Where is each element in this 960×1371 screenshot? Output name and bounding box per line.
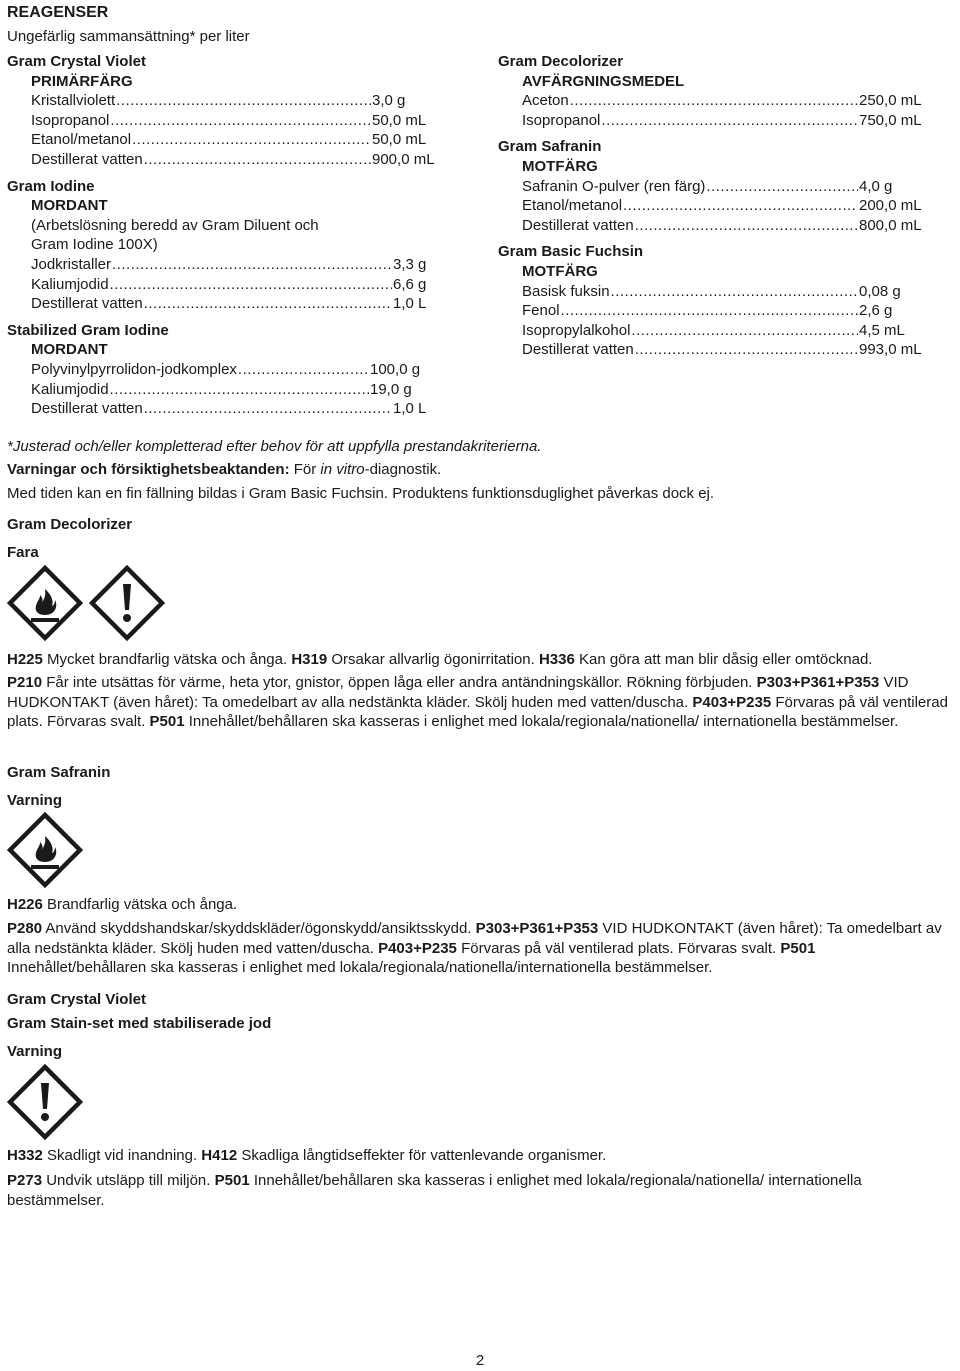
ingredient-row [522, 282, 930, 302]
reagent-type: PRIMÄRFÄRG [31, 72, 133, 90]
dot-leader [635, 340, 858, 360]
p-code: P501 [214, 1172, 250, 1189]
ingredient-name: Basisk fuksin [522, 282, 610, 300]
page-number: 2 [475, 1352, 485, 1369]
ingredient-name: Etanol/metanol [31, 131, 132, 149]
dot-leader [132, 130, 371, 150]
signal-word: Varning [7, 1043, 63, 1060]
p-code: P280 [7, 920, 43, 937]
dot-leader [611, 282, 858, 302]
footnote: *Justerad och/eller kompletterad efter behov för att uppfylla prestandakriterierna. [7, 438, 542, 455]
dot-leader [144, 399, 392, 419]
p-code: P210 [7, 674, 43, 691]
hazard-statements [7, 1146, 955, 1166]
dot-leader [144, 150, 371, 170]
p-text: VID HUDKONTAKT (även håret): Ta omedelbart av alla nedstänkta kläder. Skölj huden med vatten/duscha. [7, 920, 942, 957]
ingredient-name: Isopropanol [522, 111, 601, 129]
precautionary-statements [7, 919, 955, 978]
warnings-italic: in vitro [320, 461, 365, 478]
h-code: H412 [201, 1147, 238, 1164]
ingredient-row [522, 111, 930, 131]
ingredient-amount: 2,6 g [859, 302, 893, 320]
hazard-statements [7, 895, 955, 915]
reagent-column-left [7, 52, 435, 419]
dot-leader [706, 177, 858, 197]
ingredient-row [31, 294, 427, 314]
ingredient-row [522, 340, 930, 360]
h-text: Skadliga långtidseffekter för vattenlevande organismer. [237, 1147, 607, 1164]
signal-word: Fara [7, 544, 39, 561]
p-text: Innehållet/behållaren ska kasseras i enlighet med lokala/regionala/nationella/internationella bestämmelser. [7, 959, 713, 977]
ingredient-row [31, 360, 424, 380]
ingredient-amount: 800,0 mL [859, 216, 922, 234]
ingredient-name: Fenol [522, 302, 560, 320]
dot-leader [144, 294, 392, 314]
ingredient-amount: 3,3 g [393, 255, 427, 273]
p-code: P303+P361+P353 [475, 920, 599, 937]
warnings-post: -diagnostik. [364, 461, 442, 478]
ingredient-row [31, 130, 427, 150]
p-text: Får inte utsättas för värme, heta ytor, gnistor, öppen låga eller andra antändningskällor. Rökning förbjuden. [42, 674, 757, 691]
ingredient-name: Isopropanol [31, 111, 110, 129]
ingredient-name: Kaliumjodid [31, 275, 109, 293]
warnings-label: Varningar och försiktighetsbeaktanden: [7, 461, 290, 478]
pictogram-row [7, 812, 83, 888]
ingredient-name: Safranin O-pulver (ren färg) [522, 177, 706, 195]
h-code: H332 [7, 1147, 43, 1164]
warnings-line [7, 460, 441, 480]
dot-leader [112, 255, 392, 275]
ingredient-row [31, 91, 424, 111]
dot-leader [635, 216, 858, 236]
ingredient-amount: 4,0 g [859, 177, 893, 195]
ingredient-name: Aceton [522, 92, 569, 110]
ingredient-name: Etanol/metanol [522, 197, 623, 215]
reagent-type: MORDANT [31, 197, 108, 215]
hazard-product-name: Gram Safranin [7, 764, 111, 781]
ingredient-amount: 3,0 g [372, 92, 406, 110]
hazard-product-name-2: Gram Stain-set med stabiliserade jod [7, 1015, 272, 1032]
dot-leader [570, 91, 858, 111]
reagent-type: MOTFÄRG [522, 157, 598, 175]
reagent-name: Stabilized Gram Iodine [7, 321, 169, 339]
signal-word: Varning [7, 792, 63, 809]
ingredient-name: Destillerat vatten [522, 341, 634, 359]
reagent-block [498, 137, 930, 235]
ingredient-row [522, 321, 930, 341]
section-subtitle: Ungefärlig sammansättning* per liter [7, 28, 250, 45]
p-text: Använd skyddshandskar/skyddskläder/ögonskydd/ansiktsskydd. [42, 920, 476, 937]
ingredient-row [522, 301, 930, 321]
reagent-block [498, 242, 930, 360]
ingredient-row [31, 111, 427, 131]
dot-leader [110, 380, 369, 400]
ingredient-name: Isopropylalkohol [522, 321, 631, 339]
reagent-type: AVFÄRGNINGSMEDEL [522, 72, 685, 90]
ingredient-row [31, 255, 427, 275]
p-text: Undvik utsläpp till miljön. [42, 1172, 215, 1189]
precautionary-statements [7, 1171, 867, 1210]
section-title: REAGENSER [7, 4, 109, 21]
reagent-name: Gram Decolorizer [498, 53, 624, 70]
p-text: Innehållet/behållaren ska kasseras i enlighet med lokala/regionala/nationella/ internationella bestämmelser. [184, 713, 899, 731]
dot-leader [623, 196, 858, 216]
ingredient-amount: 200,0 mL [859, 197, 922, 215]
ingredient-row [31, 399, 427, 419]
h-text: Mycket brandfarlig vätska och ånga. [42, 651, 292, 668]
reagent-name: Gram Iodine [7, 177, 95, 195]
ingredient-name: Destillerat vatten [31, 295, 143, 313]
p-text: VID HUDKONTAKT (även håret): Ta omedelbart av alla nedstänkta kläder. Skölj huden med vatten/duscha. [7, 674, 909, 711]
dot-leader [116, 91, 371, 111]
exclamation-icon [89, 565, 165, 641]
p-text: Förvaras på väl ventilerad plats. Förvaras svalt. [7, 693, 948, 731]
h-code: H225 [7, 651, 43, 668]
reagent-note: Gram Iodine 100X) [31, 236, 158, 254]
ingredient-amount: 50,0 mL [372, 111, 427, 129]
ingredient-row [31, 150, 435, 170]
reagent-block [7, 52, 435, 170]
warnings-pre: För [289, 461, 321, 478]
p-code: P501 [780, 939, 816, 957]
ingredient-name: Destillerat vatten [31, 150, 143, 168]
precautionary-statements [7, 673, 955, 732]
ingredient-name: Kaliumjodid [31, 380, 109, 398]
p-code: P303+P361+P353 [756, 674, 880, 691]
ingredient-amount: 250,0 mL [859, 92, 922, 110]
ingredient-name: Jodkristaller [31, 255, 112, 273]
h-code: H226 [7, 896, 43, 913]
ingredient-amount: 19,0 g [370, 380, 412, 398]
dot-leader [110, 111, 371, 131]
ingredient-row [522, 216, 930, 236]
ingredient-amount: 50,0 mL [372, 131, 427, 149]
ingredient-amount: 4,5 mL [859, 321, 905, 339]
ingredient-row [522, 196, 930, 216]
p-text: Förvaras på väl ventilerad plats. Förvaras svalt. [456, 939, 781, 957]
reagent-note: (Arbetslösning beredd av Gram Diluent och [31, 216, 319, 234]
ingredient-amount: 900,0 mL [372, 150, 435, 168]
reagent-name: Gram Crystal Violet [7, 53, 146, 70]
ingredient-amount: 993,0 mL [859, 341, 922, 359]
ingredient-amount: 750,0 mL [859, 111, 922, 129]
ingredient-amount: 0,08 g [859, 282, 901, 300]
dot-leader [601, 111, 858, 131]
ingredient-row [522, 177, 930, 197]
reagent-name: Gram Safranin [498, 138, 602, 156]
pictogram-row [7, 1064, 83, 1140]
reagent-block [7, 177, 427, 314]
hazard-product-name: Gram Crystal Violet [7, 991, 146, 1008]
hazard-statements [7, 650, 955, 670]
p-code: P403+P235 [692, 693, 772, 711]
ingredient-row [31, 275, 427, 295]
h-text: Brandfarlig vätska och ånga. [42, 896, 238, 913]
exclamation-icon [7, 1064, 83, 1140]
ingredient-amount: 100,0 g [370, 360, 421, 378]
p-text: Innehållet/behållaren ska kasseras i enlighet med lokala/regionala/nationella/ internationella bestämmelser. [7, 1172, 862, 1209]
ingredient-name: Destillerat vatten [522, 216, 634, 234]
ingredient-row [522, 91, 930, 111]
reagent-block [7, 321, 427, 419]
reagent-type: MORDANT [31, 341, 108, 359]
hazard-product-name: Gram Decolorizer [7, 516, 133, 533]
h-text: Orsakar allvarlig ögonirritation. [327, 651, 539, 668]
h-code: H336 [538, 651, 575, 668]
ingredient-amount: 6,6 g [393, 275, 427, 293]
h-text: Kan göra att man blir dåsig eller omtöcknad. [574, 651, 873, 668]
dot-leader [631, 321, 858, 341]
dot-leader [561, 301, 858, 321]
ingredient-name: Destillerat vatten [31, 400, 143, 418]
ingredient-amount: 1,0 L [393, 400, 427, 418]
pictogram-row [7, 565, 165, 641]
ingredient-amount: 1,0 L [393, 295, 427, 313]
p-code: P403+P235 [378, 939, 457, 957]
h-text: Skadligt vid inandning. [42, 1147, 202, 1164]
flame-icon [7, 565, 83, 641]
flame-icon [7, 812, 83, 888]
ingredient-name: Polyvinylpyrrolidon-jodkomplex [31, 360, 237, 378]
p-code: P501 [149, 713, 185, 731]
reagent-type: MOTFÄRG [522, 262, 598, 280]
p-code: P273 [7, 1172, 43, 1189]
reagent-name: Gram Basic Fuchsin [498, 243, 644, 261]
ingredient-row [31, 380, 424, 400]
reagent-column-right [498, 52, 930, 360]
precipitate-note: Med tiden kan en fin fällning bildas i Gram Basic Fuchsin. Produktens funktionsduglighet påverkas dock ej. [7, 485, 715, 502]
dot-leader [110, 275, 392, 295]
reagent-block [498, 52, 930, 130]
ingredient-name: Kristallviolett [31, 92, 116, 110]
h-code: H319 [291, 651, 328, 668]
dot-leader [238, 360, 369, 380]
